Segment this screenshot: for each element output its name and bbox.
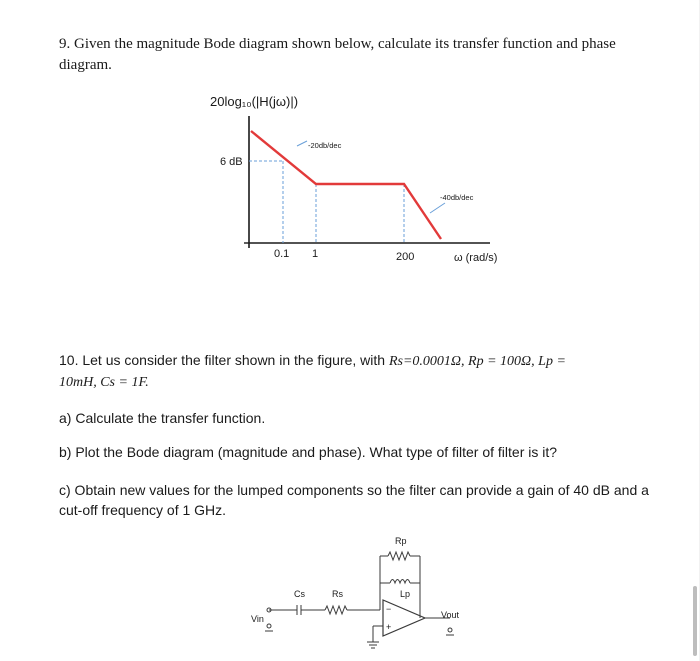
vout-label: Vout <box>441 610 460 620</box>
op-amp-minus: − <box>386 604 392 614</box>
x-tick-0.1: 0.1 <box>274 248 290 260</box>
rp-value: Rp = 100Ω, <box>468 354 539 369</box>
question-10-line1 <box>59 350 649 372</box>
rp-resistor <box>388 552 410 560</box>
circuit-wires <box>265 552 454 648</box>
vin-ground-terminal <box>267 624 271 628</box>
y-tick-6db: 6 dB <box>220 156 243 168</box>
lp-inductor <box>390 580 410 584</box>
question-9 <box>59 34 659 76</box>
lp-value: Lp = <box>538 354 566 369</box>
vout-ground-terminal <box>448 628 452 632</box>
bode-title: 20log₁₀(|H(jω)|) <box>210 94 299 109</box>
rs-resistor <box>325 606 347 614</box>
slope1-label: -20db/dec <box>308 141 342 150</box>
lp-label: Lp <box>400 589 411 599</box>
slope2-label: -40db/dec <box>440 193 474 202</box>
x-tick-1: 1 <box>312 248 319 260</box>
rp-label: Rp <box>395 536 407 546</box>
filter-circuit <box>245 530 475 655</box>
slope2-pointer <box>430 203 445 213</box>
rs-label: Rs <box>332 589 343 599</box>
part-a: a) Calculate the transfer function. <box>59 410 266 426</box>
bode-magnitude-line <box>251 131 441 239</box>
question-10-prefix: 10. Let us consider the filter shown in the figure, with <box>59 352 389 368</box>
question-10-line2: 10mH, Cs = 1F. <box>59 375 149 390</box>
slope1-pointer <box>297 141 307 146</box>
rs-value: Rs=0.0001Ω, <box>388 354 469 369</box>
question-9-text: 9. Given the magnitude Bode diagram shown below, calculate its transfer function and phase diagram. <box>59 36 616 73</box>
op-amp-plus: + <box>386 622 392 632</box>
cs-label: Cs <box>294 589 305 599</box>
part-b: b) Plot the Bode diagram (magnitude and phase). What type of filter of filter is it? <box>59 444 558 460</box>
question-10 <box>59 350 649 393</box>
x-tick-200: 200 <box>396 251 415 263</box>
scrollbar-thumb[interactable] <box>693 586 697 656</box>
bode-magnitude-chart <box>200 88 540 273</box>
part-c: c) Obtain new values for the lumped components so the filter can provide a gain of 40 dB and a cut-off frequency of 1 GHz. <box>59 482 649 518</box>
x-axis-label: ω (rad/s) <box>454 252 498 264</box>
vin-label: Vin <box>251 614 264 624</box>
